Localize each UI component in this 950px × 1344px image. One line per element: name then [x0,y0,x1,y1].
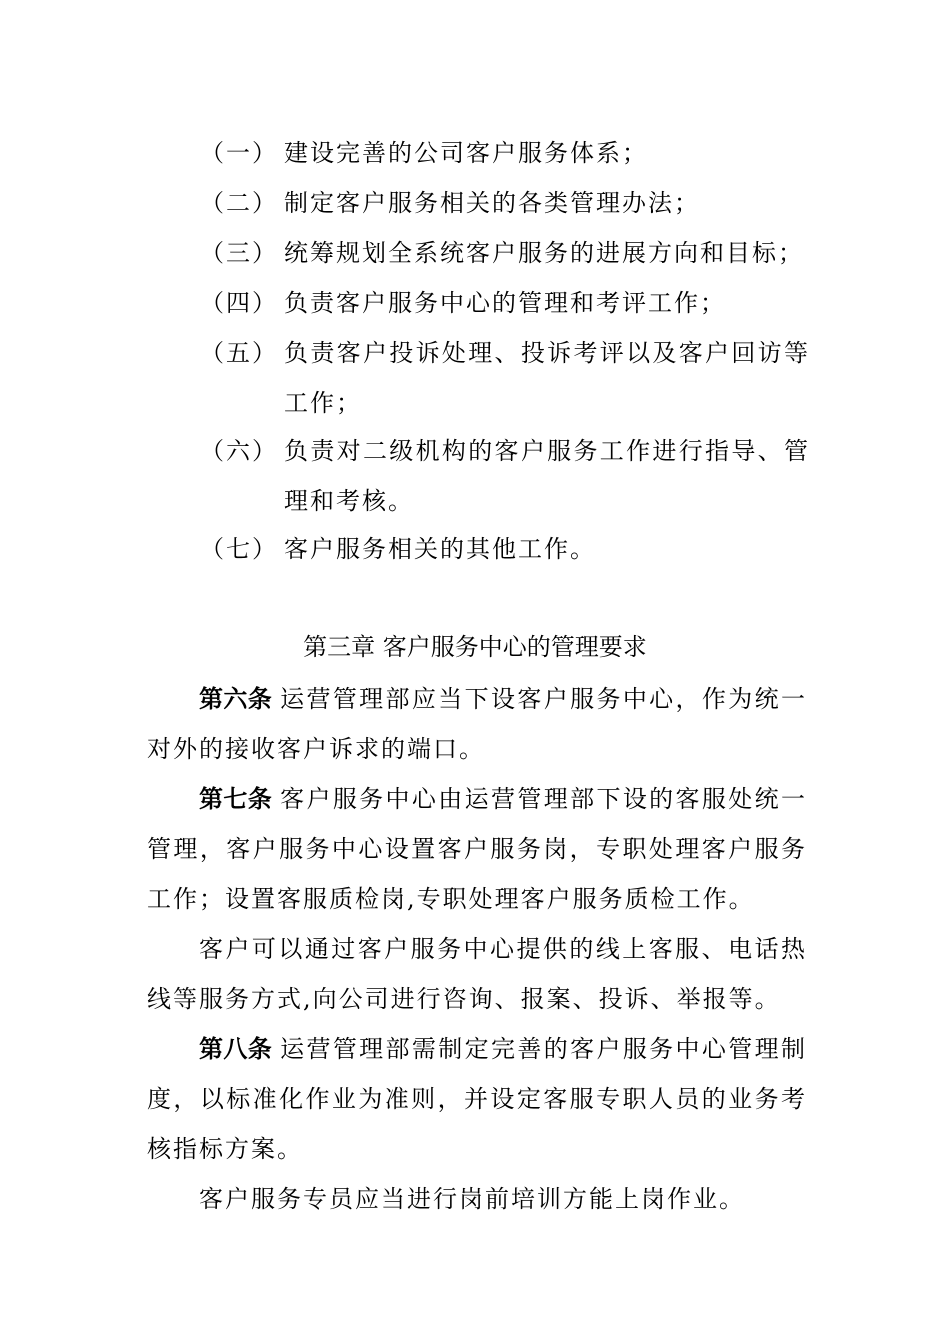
list-item [200,178,810,228]
list-item-number: （四） [200,289,278,317]
article-paragraph [147,924,807,1024]
article-text: 客户服务专员应当进行岗前培训方能上岗作业。 [199,1185,745,1213]
list-item [200,328,810,428]
article-label: 第七条 [199,785,273,813]
list-item-text: 客户服务相关的其他工作。 [284,535,596,563]
list-item [200,228,810,278]
list-item-number: （三） [200,239,278,267]
list-item [200,128,810,178]
list-item [200,524,810,574]
list-item-text: 负责对二级机构的客户服务工作进行指导、管理和考核。 [284,437,810,515]
list-item-number: （七） [200,535,278,563]
list-item-text: 建设完善的公司客户服务体系； [284,139,648,167]
list-item [200,278,810,328]
article-paragraph [147,774,807,924]
article-label: 第六条 [199,685,273,713]
chapter-title: 第三章 客户服务中心的管理要求 [303,633,647,661]
article-text: 运营管理部应当下设客户服务中心，作为统一对外的接收客户诉求的端口。 [147,685,808,763]
list-item-number: （五） [200,339,278,367]
list-item-number: （二） [200,189,278,217]
article-paragraph [147,1174,807,1224]
list-item-text: 负责客户服务中心的管理和考评工作； [284,289,726,317]
article-paragraph [147,674,807,774]
list-item-number: （六） [200,437,278,465]
article-text: 客户可以通过客户服务中心提供的线上客服、电话热线等服务方式,向公司进行咨询、报案、投诉、举报等。 [147,935,807,1013]
list-item-text: 负责客户投诉处理、投诉考评以及客户回访等工作； [284,339,810,417]
article-text: 客户服务中心由运营管理部下设的客服处统一管理，客户服务中心设置客户服务岗，专职处理客户服务工作；设置客服质检岗,专职处理客户服务质检工作。 [147,785,808,913]
list-item [200,426,810,526]
list-item-text: 统筹规划全系统客户服务的进展方向和目标； [284,239,804,267]
list-item-text: 制定客户服务相关的各类管理办法； [284,189,700,217]
list-item-number: （一） [200,139,278,167]
article-paragraph [147,1024,807,1174]
article-text: 运营管理部需制定完善的客户服务中心管理制度，以标准化作业为准则，并设定客服专职人员的业务考核指标方案。 [147,1035,808,1163]
article-label: 第八条 [199,1035,273,1063]
